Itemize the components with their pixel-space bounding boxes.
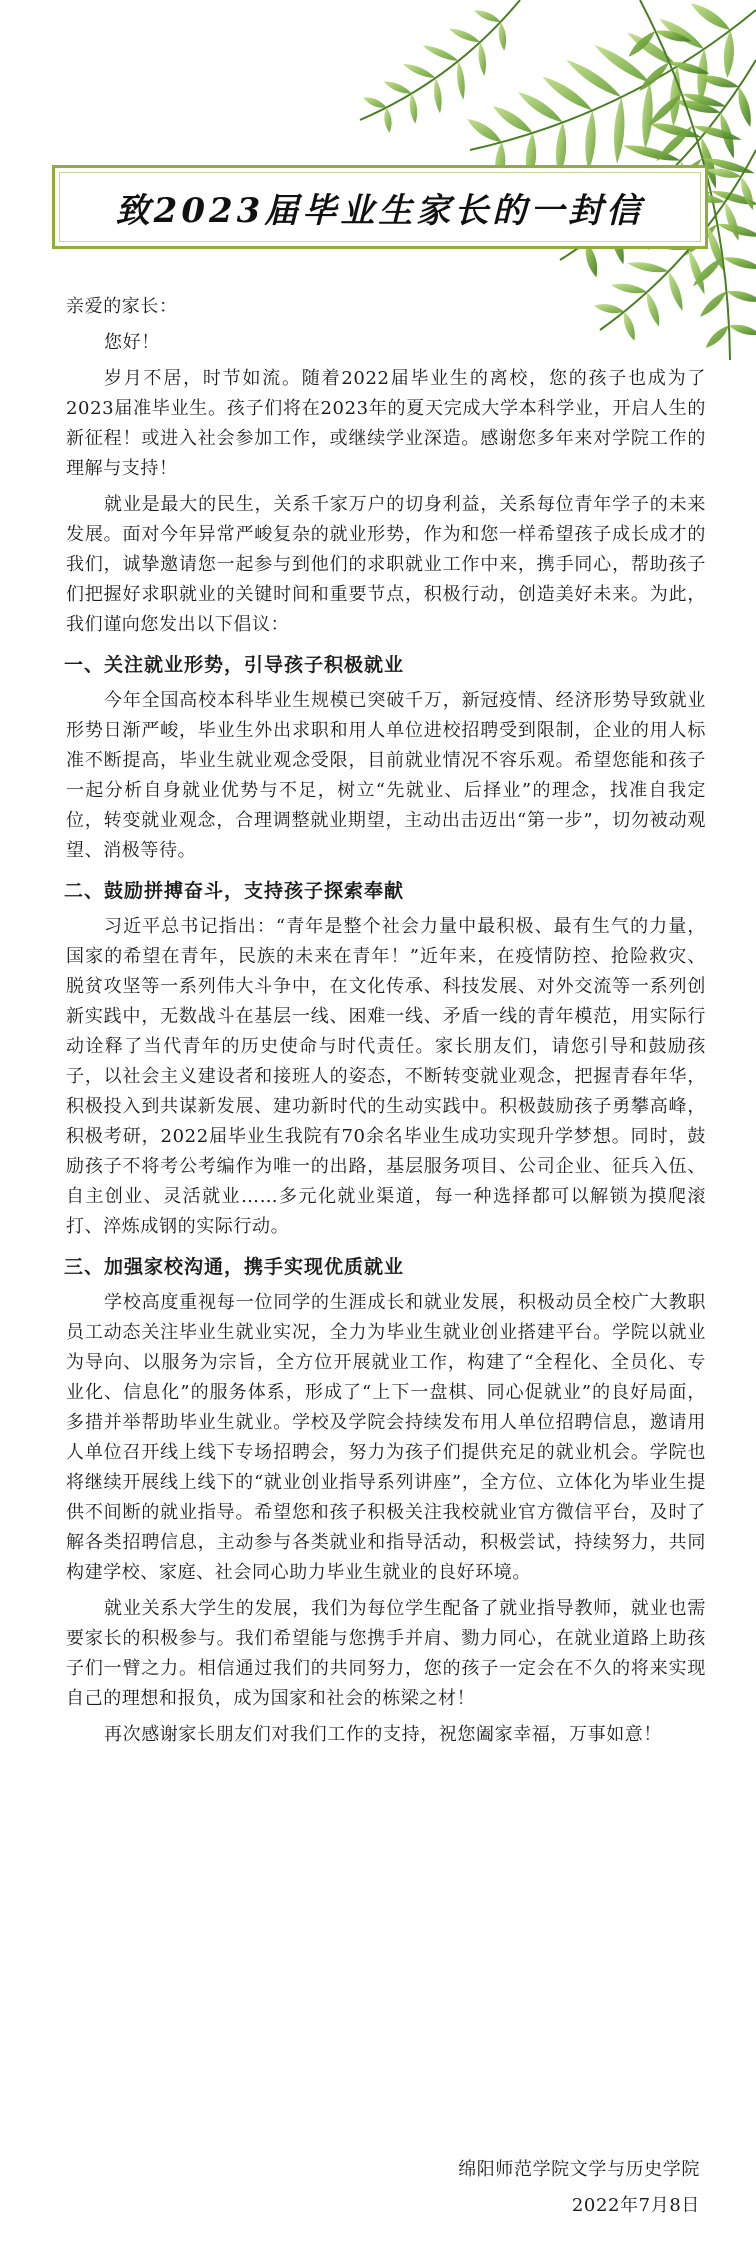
- fern-leaflet: [729, 325, 756, 335]
- fern-leaflet: [410, 94, 417, 124]
- fern-leaflet: [706, 325, 729, 347]
- fern-leaflet: [449, 29, 480, 42]
- fern-leaflet: [723, 257, 756, 269]
- fern-leaflet: [403, 64, 436, 78]
- fern-leaflet: [741, 177, 753, 210]
- greeting: 亲爱的家长：: [66, 296, 178, 317]
- fern-leaflet: [566, 60, 621, 97]
- fern-leaflet: [585, 110, 595, 170]
- fern-leaflet: [691, 3, 731, 30]
- intro-paragraph-1: 岁月不居，时节如流。随着2022届毕业生的离校，您的孩子也成为了2023届准毕业生。孩子们将在2023年的夏天完成大学本科学业，开启人生的新征程！或进入社会参加工作，或继续学业深造。感谢您多年来对学院工作的理解与支持！: [66, 368, 706, 479]
- fern-leaflet: [499, 22, 506, 51]
- fern-leaflet: [384, 81, 412, 93]
- closing-paragraph-1: 就业关系大学生的发展，我们为每位学生配备了就业指导教师，就业也需要家长的积极参与。我们希望能与您携手并肩、勠力同心，在就业道路上助孩子们一臂之力。相信通过我们的共同努力，您的孩子一定会在不久的将来实现自己的理想和报负，成为国家和社会的栋梁之材！: [66, 1598, 706, 1709]
- section-body-1: 今年全国高校本科毕业生规模已突破千万，新冠疫情、经济形势导致就业形势日渐严峻，毕业生外出求职和用人单位进校招聘受到限制，企业的用人标准不断提高，毕业生就业观念受限，目前就业情况不容乐观。希望您能和孩子一起分析自身就业优势与不足，树立“先就业、后择业”的理念，找准自我定位，转变就业观念，合理调整就业期望，主动出击迈出“第一步”，切勿被动观望、消极等待。: [66, 690, 706, 861]
- fern-leaflet: [422, 45, 458, 61]
- fern-leaflet: [542, 77, 592, 111]
- fern-leaflet: [627, 262, 668, 272]
- section-body-2: 习近平总书记指出：“青年是整个社会力量中最积极、最有生气的力量，国家的希望在青年，民族的未来在青年！”近年来，在疫情防控、抢险救灾、脱贫攻坚等一系列伟大斗争中，在文化传承、科技发展、对外交流等一系列创新实践中，无数战斗在基层一线、困难一线、矛盾一线的青年模范，用实际行动诠释了当代青年的历史使命与时代责任。家长朋友们，请您引导和鼓励孩子，以社会主义建设者和接班人的姿态，不断转变就业观念，把握青春年华，积极投入到共谋新发展、建功新时代的生动实践中。积极鼓励孩子勇攀高峰，积极考研，2022届毕业生我院有70余名毕业生成功实现升学梦想。同时，鼓励孩子不将考公考编作为唯一的出路，基层服务项目、公司企业、征兵入伍、自主创业、灵活就业……多元化就业渠道，每一种选择都可以解锁为摸爬滚打、淬炼成钢的实际行动。: [66, 916, 706, 1237]
- hello: 您好！: [104, 332, 160, 353]
- fern-leaflet: [518, 92, 563, 122]
- signature-block: [458, 2152, 700, 2224]
- closing-paragraph-2: 再次感谢家长朋友们对我们工作的支持，祝您阖家幸福，万事如意！: [104, 1724, 662, 1745]
- fern-leaflet: [457, 61, 465, 100]
- letter-body: [66, 292, 706, 1750]
- signature-org: 绵阳师范学院文学与历史学院: [458, 2159, 700, 2180]
- fern-leaflet: [363, 97, 386, 107]
- fern-leaflet: [724, 30, 734, 78]
- fern-leaflet: [738, 87, 750, 127]
- fern-leaflet: [384, 108, 391, 133]
- letter-title: 致2023届毕业生家长的一封信: [115, 190, 645, 231]
- fern-leaflet: [594, 45, 649, 82]
- title-banner: [52, 165, 708, 249]
- section-heading-3: 三、加强家校沟通，携手实现优质就业: [64, 1256, 405, 1278]
- fern-leaflet: [478, 42, 486, 76]
- section-heading-2: 二、鼓励拼搏奋斗，支持孩子探索奉献: [64, 880, 405, 902]
- fern-leaflet: [726, 291, 756, 302]
- intro-paragraph-2: 就业是最大的民生，关系千家万户的切身利益，关系每位青年学子的未来发展。面对今年异常严峻复杂的就业形势，作为和您一样希望孩子成长成才的我们，诚挚邀请您一起参与到他们的求职就业工作中来，携手同心，帮助孩子们把握好求职就业的关键时间和重要节点，积极行动，创造美好未来。为此，我们谨向您发出以下倡议：: [66, 494, 706, 635]
- fern-leaflet: [493, 106, 533, 133]
- signature-date: 2022年7月8日: [571, 2195, 700, 2216]
- fern-leaflet: [474, 10, 501, 22]
- fern-leaflet: [614, 97, 624, 164]
- fern-leaflet: [642, 82, 652, 149]
- fern-leaflet: [434, 78, 442, 113]
- section-heading-1: 一、关注就业形势，引导孩子积极就业: [64, 654, 405, 676]
- section-body-3: 学校高度重视每一位同学的生涯成长和就业发展，积极动员全校广大教职员工动态关注毕业生就业实况，全力为毕业生就业创业搭建平台。学院以就业为导向、以服务为宗旨，全方位开展就业工作，构建了“全程化、全员化、专业化、信息化”的服务体系，形成了“上下一盘棋、同心促就业”的良好局面，多措并举帮助毕业生就业。学校及学院会持续发布用人单位招聘信息，邀请用人单位召开线上线下专场招聘会，努力为孩子们提供充足的就业机会。学院也将继续开展线上线下的“就业创业指导系列讲座”，全方位、立体化为毕业生提供不间断的就业指导。希望您和孩子积极关注我校就业官方微信平台，及时了解各类招聘信息，主动参与各类就业和指导活动，积极尝试，持续努力，共同构建学校、家庭、社会同心助力毕业生就业的良好环境。: [66, 1292, 706, 1583]
- fern-leaflet: [467, 119, 501, 142]
- fern-leaflet: [725, 202, 739, 241]
